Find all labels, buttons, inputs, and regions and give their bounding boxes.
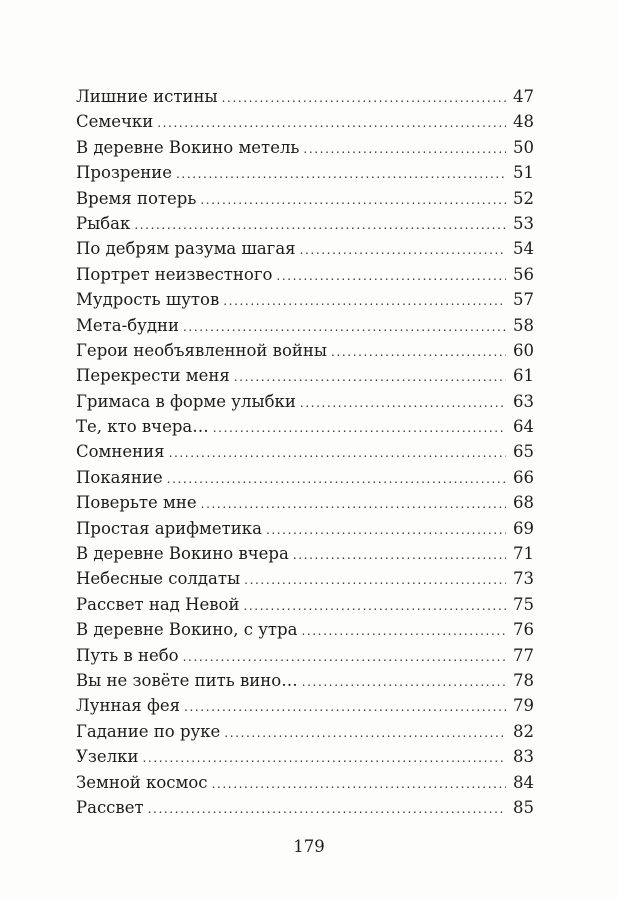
toc-entry <box>76 490 534 515</box>
toc-entry-title: Путь в небо <box>76 645 179 665</box>
toc-dot-leader <box>222 92 506 104</box>
table-of-contents <box>76 84 534 820</box>
toc-entry <box>76 313 534 338</box>
toc-entry <box>76 389 534 414</box>
toc-entry <box>76 566 534 591</box>
toc-dot-leader <box>169 447 506 459</box>
toc-entry-title: Гадание по руке <box>76 721 221 741</box>
toc-entry-title: В деревне Вокино метель <box>76 137 300 157</box>
toc-dot-leader <box>183 651 506 663</box>
toc-entry-page-number: 60 <box>513 340 534 360</box>
toc-dot-leader <box>157 117 506 129</box>
toc-entry <box>76 795 534 820</box>
toc-entry-page-number: 82 <box>513 721 534 741</box>
toc-entry <box>76 770 534 795</box>
toc-dot-leader <box>303 143 506 155</box>
toc-entry-title: Гримаса в форме улыбки <box>76 391 296 411</box>
toc-entry-title: Рассвет над Невой <box>76 594 240 614</box>
toc-dot-leader <box>266 524 506 536</box>
toc-dot-leader <box>300 244 506 256</box>
toc-entry-page-number: 47 <box>513 87 534 106</box>
toc-dot-leader <box>276 270 506 282</box>
toc-dot-leader <box>223 295 506 307</box>
toc-dot-leader <box>300 397 506 409</box>
toc-entry <box>76 693 534 718</box>
toc-entry <box>76 236 534 261</box>
toc-entry-title: В деревне Вокино вчера <box>76 544 289 564</box>
toc-entry-title: В деревне Вокино, с утра <box>76 620 298 640</box>
toc-entry <box>76 668 534 693</box>
toc-entry <box>76 541 534 566</box>
toc-entry <box>76 465 534 490</box>
toc-dot-leader <box>331 346 506 358</box>
toc-dot-leader <box>293 549 506 561</box>
toc-entry-page-number: 51 <box>513 163 534 183</box>
toc-entry-page-number: 76 <box>513 620 534 640</box>
toc-entry <box>76 643 534 668</box>
toc-entry-page-number: 52 <box>513 188 534 208</box>
toc-entry <box>76 516 534 541</box>
toc-entry-page-number: 78 <box>513 670 534 690</box>
toc-dot-leader <box>212 778 506 790</box>
toc-entry <box>76 84 534 109</box>
toc-entry-page-number: 75 <box>513 594 534 614</box>
toc-entry-title: Перекрести меня <box>76 366 230 386</box>
toc-dot-leader <box>142 752 506 764</box>
toc-dot-leader <box>244 574 506 586</box>
toc-entry-title: Герои необъявленной войны <box>76 340 328 360</box>
toc-dot-leader <box>243 600 506 612</box>
toc-entry-page-number: 56 <box>513 264 534 284</box>
page-number: 179 <box>293 837 325 856</box>
toc-entry <box>76 744 534 769</box>
toc-dot-leader <box>201 498 506 510</box>
toc-entry <box>76 211 534 236</box>
toc-entry <box>76 439 534 464</box>
toc-entry-page-number: 54 <box>513 239 534 259</box>
toc-entry <box>76 719 534 744</box>
toc-entry-title: Мудрость шутов <box>76 290 220 310</box>
toc-entry-title: Земной космос <box>76 772 208 792</box>
toc-entry-page-number: 65 <box>513 442 534 462</box>
toc-entry-title: Лунная фея <box>76 696 181 716</box>
toc-dot-leader <box>176 168 506 180</box>
toc-entry-page-number: 68 <box>513 493 534 513</box>
toc-entry <box>76 414 534 439</box>
toc-dot-leader <box>302 676 506 688</box>
toc-entry-title: Рыбак <box>76 213 131 233</box>
toc-entry-page-number: 71 <box>513 544 534 564</box>
toc-entry-title: Те, кто вчера… <box>76 417 209 437</box>
toc-entry-title: Покаяние <box>76 467 163 487</box>
toc-entry-page-number: 66 <box>513 467 534 487</box>
toc-entry-title: Мета-будни <box>76 315 179 335</box>
toc-entry-page-number: 69 <box>513 518 534 538</box>
toc-entry-title: Простая арифметика <box>76 518 262 538</box>
toc-entry <box>76 338 534 363</box>
toc-entry-title: Узелки <box>76 747 139 767</box>
toc-dot-leader <box>301 625 506 637</box>
toc-entry-title: Семечки <box>76 112 154 132</box>
toc-entry-page-number: 50 <box>513 137 534 157</box>
toc-entry-page-number: 57 <box>513 290 534 310</box>
toc-entry-page-number: 61 <box>513 366 534 386</box>
toc-entry-page-number: 83 <box>513 747 534 767</box>
toc-entry <box>76 592 534 617</box>
toc-entry-page-number: 48 <box>513 112 534 132</box>
toc-entry-title: Время потерь <box>76 188 197 208</box>
toc-dot-leader <box>134 219 506 231</box>
toc-entry-page-number: 84 <box>513 772 534 792</box>
toc-dot-leader <box>234 371 506 383</box>
toc-entry-page-number: 58 <box>513 315 534 335</box>
toc-entry-title: Лишние истины <box>76 87 218 106</box>
toc-entry <box>76 287 534 312</box>
toc-entry <box>76 135 534 160</box>
toc-entry-title: Портрет неизвестного <box>76 264 273 284</box>
toc-entry-page-number: 53 <box>513 213 534 233</box>
toc-entry-title: Вы не зовёте пить вино… <box>76 670 298 690</box>
toc-dot-leader <box>148 803 506 815</box>
toc-dot-leader <box>200 194 506 206</box>
toc-entry-title: Сомнения <box>76 442 165 462</box>
toc-entry-title: Прозрение <box>76 163 172 183</box>
toc-entry-title: Рассвет <box>76 797 144 817</box>
toc-dot-leader <box>184 701 506 713</box>
toc-entry <box>76 617 534 642</box>
toc-entry-title: Поверьте мне <box>76 493 197 513</box>
toc-entry-page-number: 79 <box>513 696 534 716</box>
toc-entry-title: По дебрям разума шагая <box>76 239 296 259</box>
toc-dot-leader <box>183 321 506 333</box>
toc-entry-page-number: 77 <box>513 645 534 665</box>
toc-dot-leader <box>213 422 506 434</box>
toc-entry <box>76 363 534 388</box>
toc-entry <box>76 160 534 185</box>
toc-entry-page-number: 64 <box>513 417 534 437</box>
toc-entry <box>76 262 534 287</box>
toc-entry-page-number: 85 <box>513 797 534 817</box>
toc-entry-page-number: 63 <box>513 391 534 411</box>
toc-dot-leader <box>224 727 506 739</box>
toc-dot-leader <box>167 473 506 485</box>
toc-entry <box>76 186 534 211</box>
toc-entry <box>76 109 534 134</box>
toc-entry-page-number: 73 <box>513 569 534 589</box>
toc-entry-title: Небесные солдаты <box>76 569 241 589</box>
